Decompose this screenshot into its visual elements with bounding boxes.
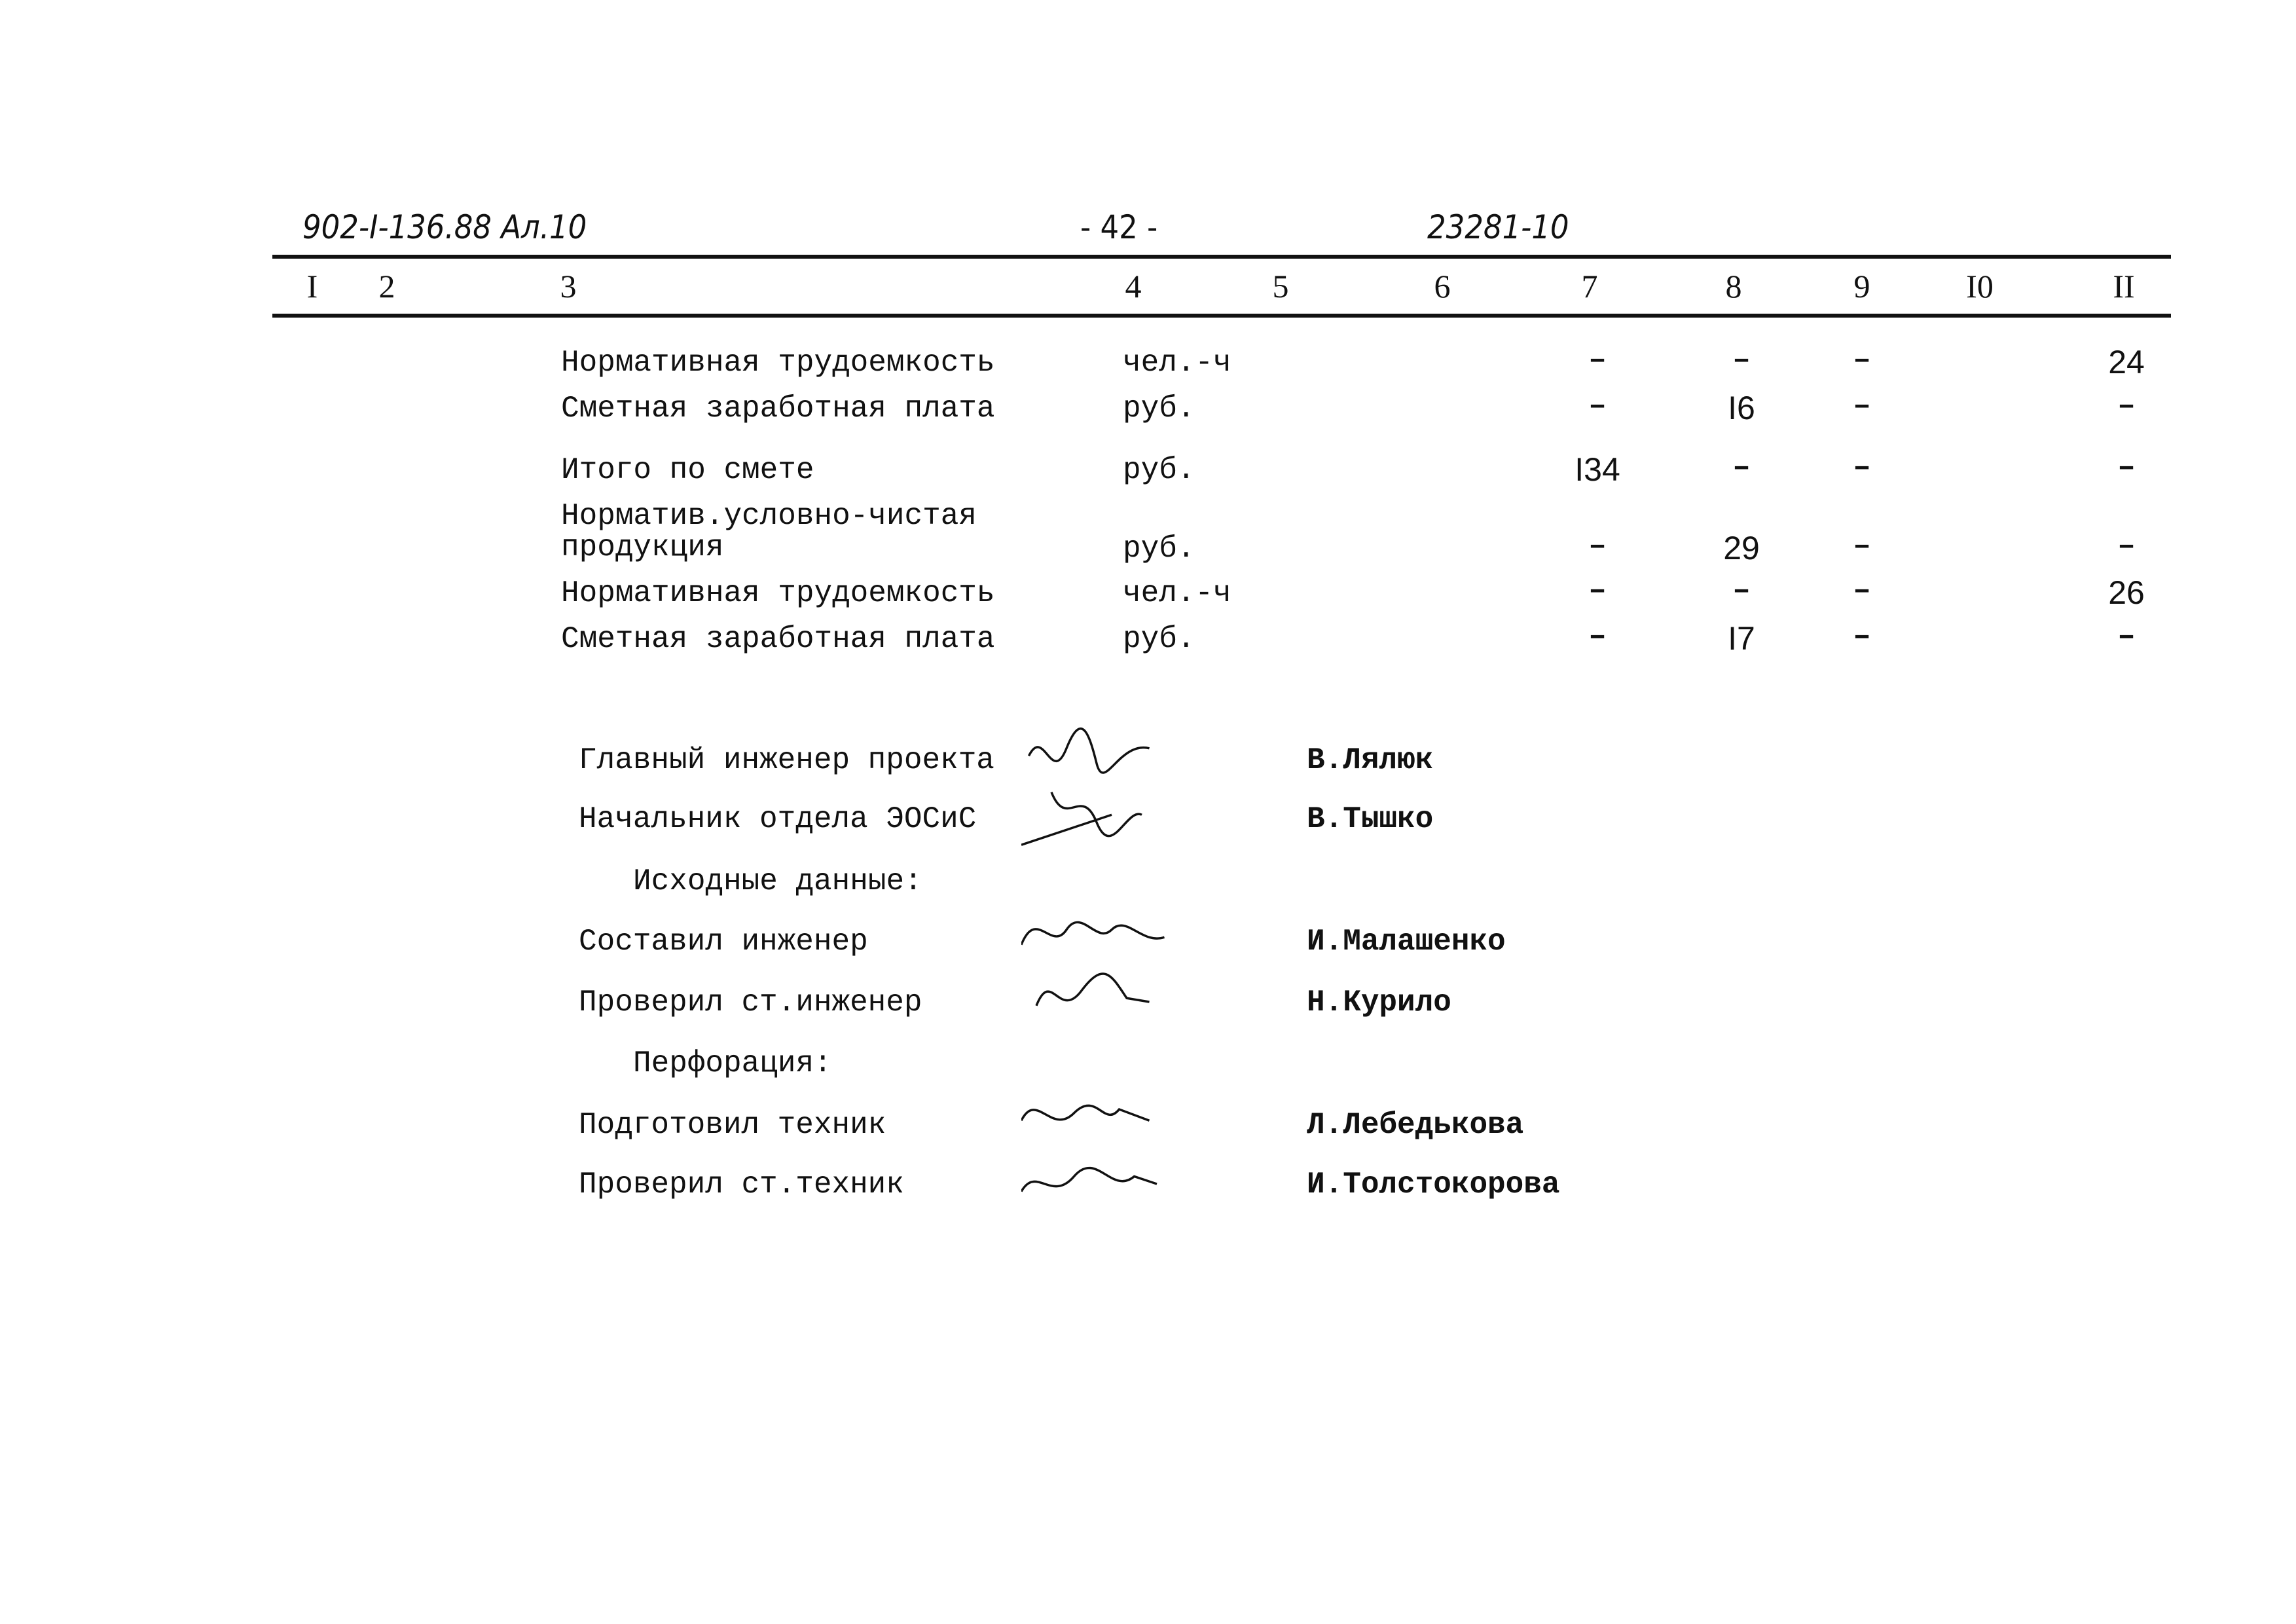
handwritten-signature: [1021, 783, 1172, 855]
cell-c9: –: [1853, 343, 1871, 377]
cell-c7: –: [1588, 343, 1607, 377]
row-name: Нормативная трудоемкость: [561, 346, 995, 380]
signer-role: Проверил ст.техник: [579, 1168, 904, 1202]
signer-name: В.Тышко: [1307, 802, 1434, 836]
cell-c11: –: [2117, 529, 2136, 563]
row-name: Нормативная трудоемкость: [561, 576, 995, 610]
col-7: 7: [1581, 268, 1598, 304]
row-name: Итого по смете: [561, 453, 814, 487]
col-1: I: [306, 268, 318, 304]
doc-code: 902-I-136.88 Ал.10: [302, 208, 587, 246]
handwritten-signature: [1021, 1148, 1172, 1220]
header-bottom-rule: [272, 314, 2171, 318]
signer-name: В.Лялюк: [1307, 743, 1434, 777]
signer-role: Начальник отдела ЭОСиС: [579, 802, 977, 836]
section-title: Исходные данные:: [633, 864, 922, 898]
col-10: I0: [1966, 268, 1994, 304]
cell-c8: –: [1732, 343, 1751, 377]
cell-c11: 24: [2108, 344, 2145, 380]
order-number: 23281-10: [1427, 208, 1569, 246]
col-8: 8: [1725, 268, 1742, 304]
cell-c11: 26: [2108, 574, 2145, 611]
signer-role: Подготовил техник: [579, 1108, 886, 1142]
page-number: - 42 -: [1080, 208, 1158, 246]
cell-c7: –: [1588, 574, 1607, 608]
cell-c7: –: [1588, 619, 1607, 654]
col-5: 5: [1272, 268, 1289, 304]
cell-c8: I7: [1728, 620, 1755, 657]
row-unit: руб.: [1123, 622, 1195, 656]
col-9: 9: [1853, 268, 1870, 304]
signer-name: Н.Курило: [1307, 986, 1451, 1020]
signer-role: Составил инженер: [579, 925, 868, 959]
row-unit: руб.: [1123, 532, 1195, 566]
row-name-cont: продукция: [561, 530, 724, 564]
cell-c7: I34: [1575, 451, 1620, 488]
row-unit: чел.-ч: [1123, 576, 1231, 610]
row-name: Сметная заработная плата: [561, 392, 995, 426]
col-6: 6: [1434, 268, 1451, 304]
signer-role: Проверил ст.инженер: [579, 986, 922, 1020]
signer-name: И.Малашенко: [1307, 925, 1506, 959]
cell-c9: –: [1853, 574, 1871, 608]
cell-c9: –: [1853, 389, 1871, 423]
row-unit: руб.: [1123, 453, 1195, 487]
section-title: Перфорация:: [633, 1046, 832, 1080]
top-rule: [272, 255, 2171, 259]
cell-c11: –: [2117, 619, 2136, 654]
cell-c11: –: [2117, 389, 2136, 423]
col-3: 3: [560, 268, 577, 304]
signer-name: Л.Лебедькова: [1307, 1108, 1524, 1142]
col-2: 2: [378, 268, 395, 304]
cell-c7: –: [1588, 529, 1607, 563]
cell-c9: –: [1853, 619, 1871, 654]
signer-name: И.Толстокорова: [1307, 1168, 1560, 1202]
cell-c7: –: [1588, 389, 1607, 423]
cell-c8: –: [1732, 574, 1751, 608]
signer-role: Главный инженер проекта: [579, 743, 994, 777]
row-name: Норматив.условно-чистая: [561, 499, 977, 533]
row-unit: чел.-ч: [1123, 346, 1231, 380]
col-4: 4: [1125, 268, 1142, 304]
cell-c8: 29: [1723, 530, 1760, 566]
handwritten-signature: [1021, 966, 1172, 1038]
row-name: Сметная заработная плата: [561, 622, 995, 656]
cell-c9: –: [1853, 451, 1871, 485]
cell-c8: –: [1732, 451, 1751, 485]
row-unit: руб.: [1123, 392, 1195, 426]
cell-c11: –: [2117, 451, 2136, 485]
col-11: II: [2113, 268, 2135, 304]
cell-c8: I6: [1728, 390, 1755, 426]
cell-c9: –: [1853, 529, 1871, 563]
